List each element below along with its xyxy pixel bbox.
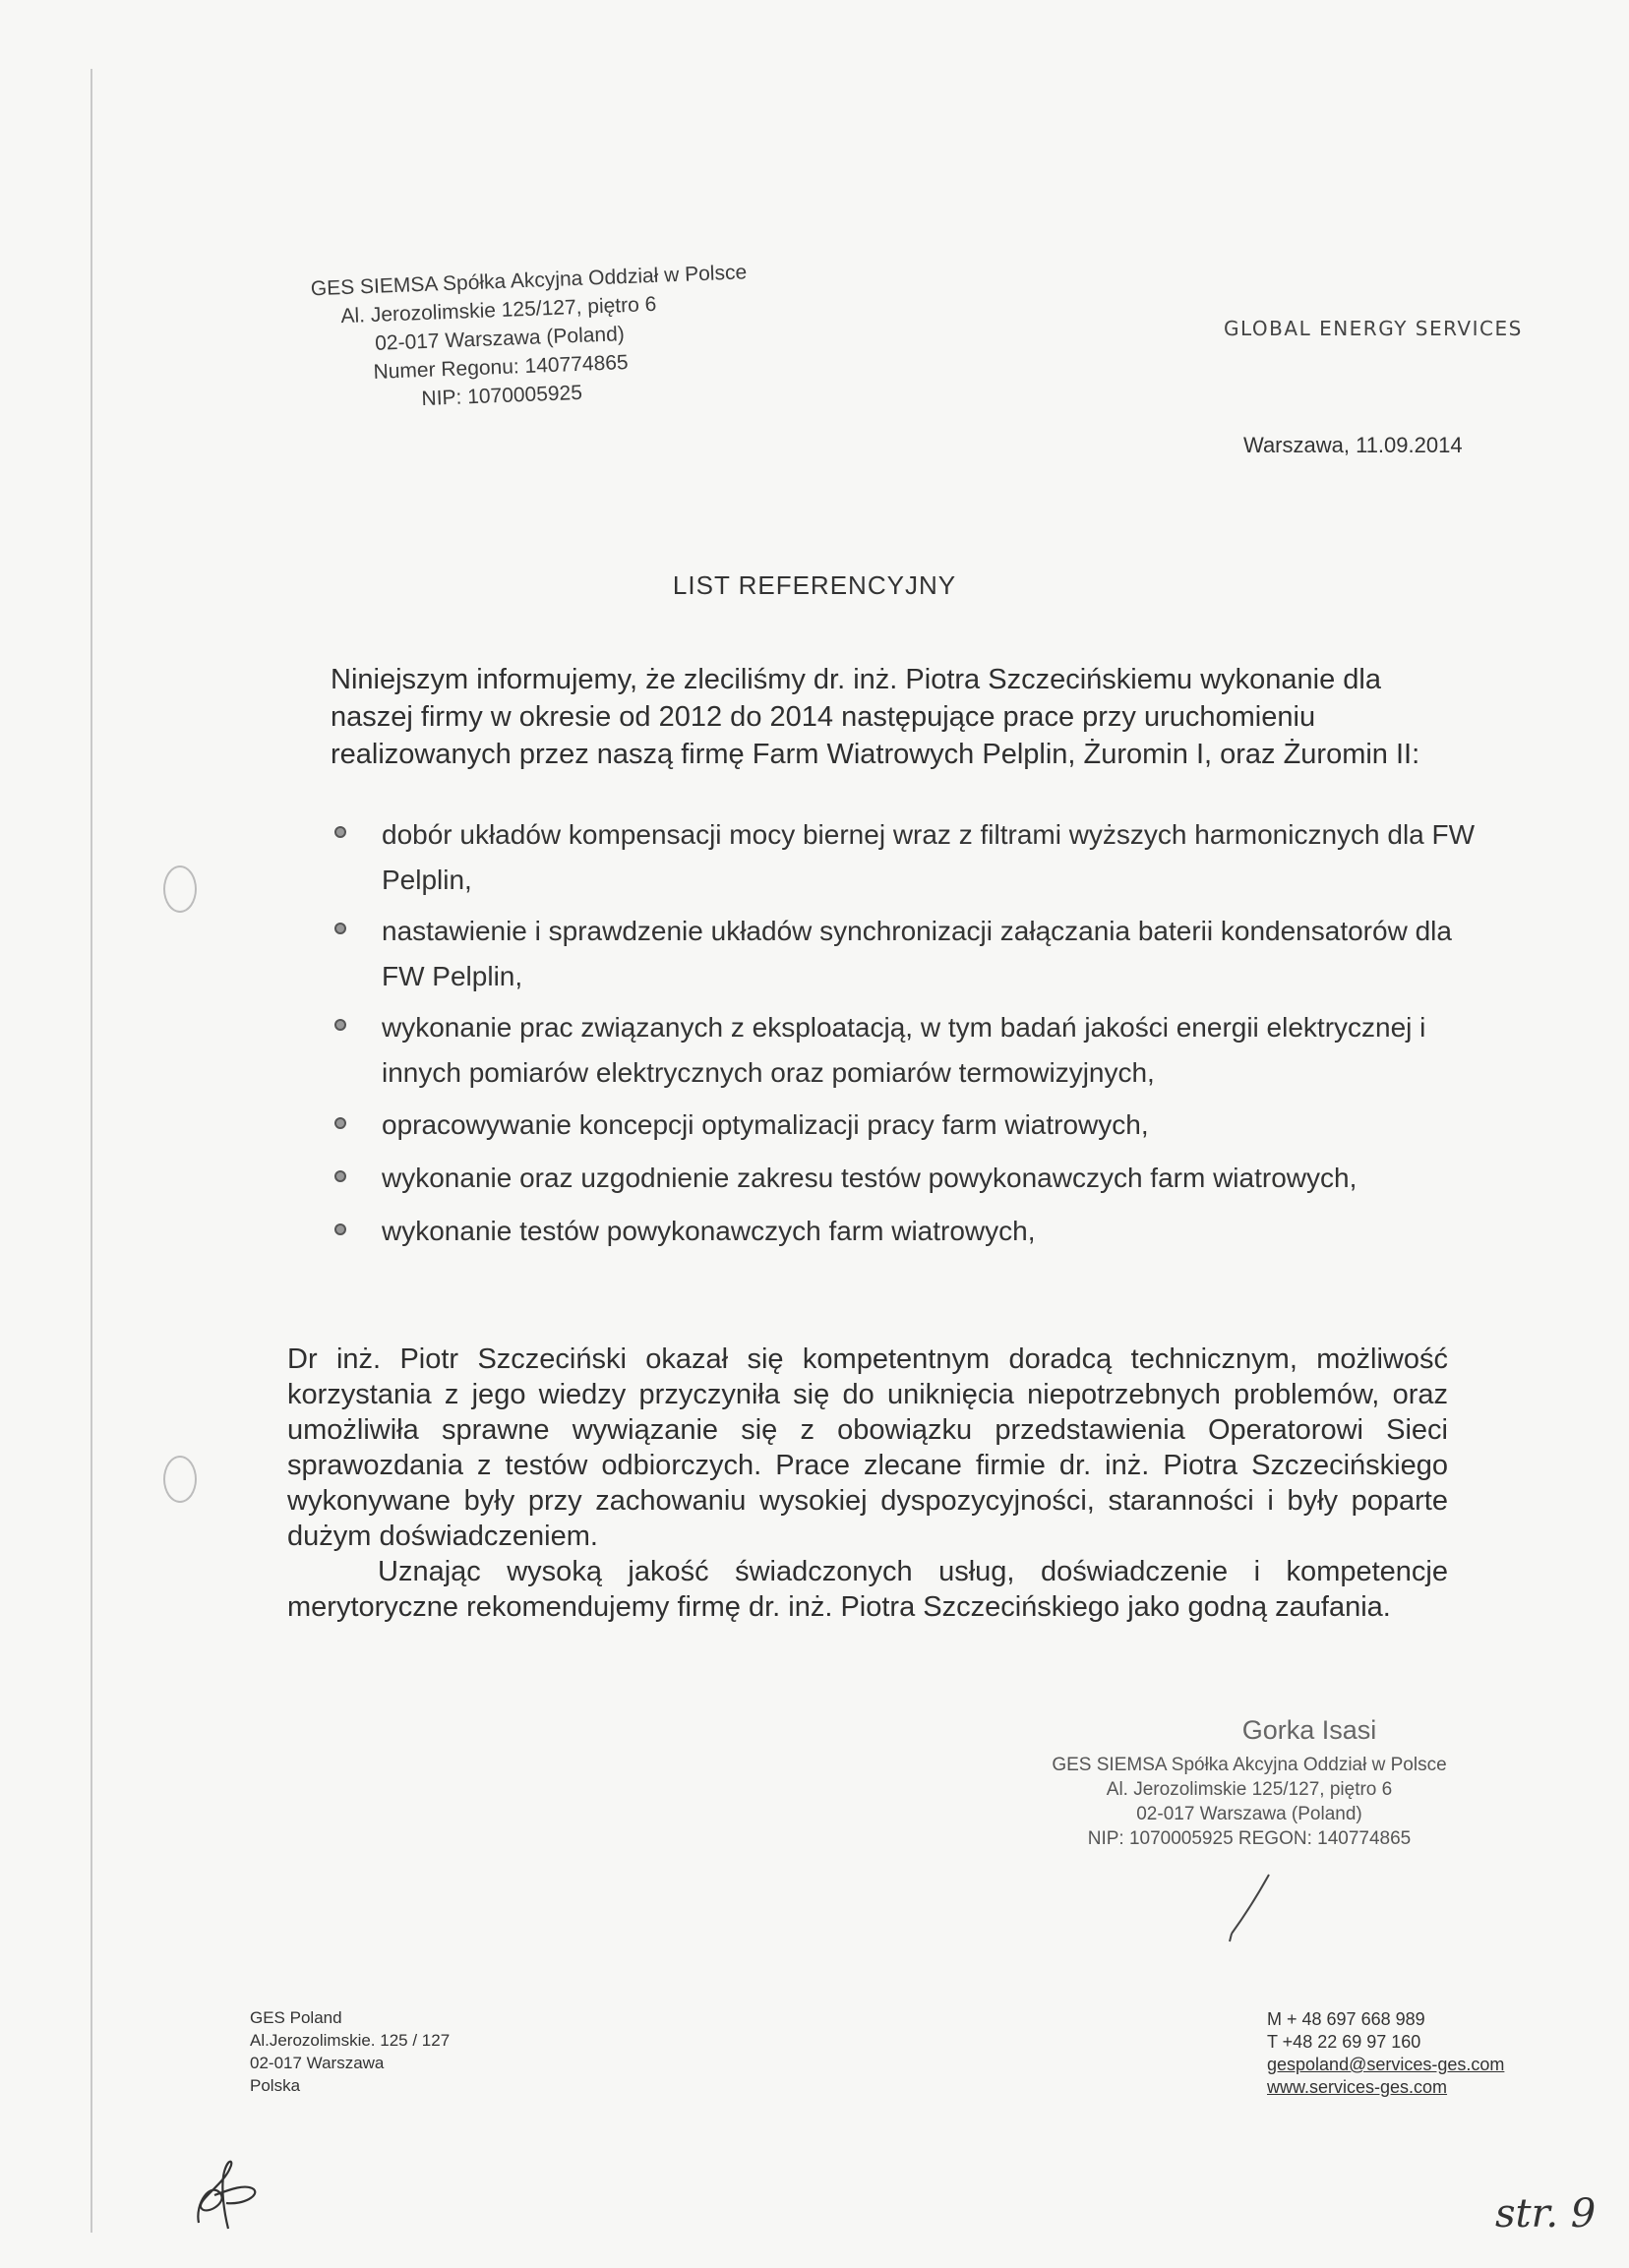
- company-stamp-line: GES SIEMSA Spółka Akcyjna Oddział w Polsce: [1052, 1755, 1447, 1775]
- footer-contact: [1267, 2008, 1504, 2099]
- sender-stamp-line: Al. Jerozolimskie 125/127, piętro 6: [340, 292, 657, 328]
- footer-street: Al.Jerozolimskie. 125 / 127: [250, 2031, 451, 2050]
- list-item-text: nastawienie i sprawdzenie układów synchronizacji załączania baterii kondensatorów dla FW Pelplin,: [382, 916, 1452, 991]
- footer-city: 02-017 Warszawa: [250, 2054, 385, 2072]
- company-stamp-line: 02-017 Warszawa (Poland): [1136, 1804, 1362, 1824]
- list-item: [334, 1210, 1476, 1253]
- footer-country: Polska: [250, 2076, 301, 2095]
- company-stamp-line: Al. Jerozolimskie 125/127, piętro 6: [1106, 1779, 1393, 1800]
- list-item: [334, 1104, 1476, 1147]
- sender-stamp-line: 02-017 Warszawa (Poland): [374, 323, 626, 355]
- list-item-text: dobór układów kompensacji mocy biernej wraz z filtrami wyższych harmonicznych dla FW Pelplin,: [382, 819, 1476, 895]
- list-item-text: wykonanie oraz uzgodnienie zakresu testów powykonawczych farm wiatrowych,: [382, 1163, 1358, 1193]
- intro-paragraph: [331, 661, 1442, 773]
- handwritten-initials: [185, 2154, 264, 2237]
- body-paragraph: Uznając wysoką jakość świadczonych usług, doświadczenie i kompetencje merytoryczne rekomendujemy firmę dr. inż. Piotra Szczecińskiego jako godną zaufania.: [287, 1556, 1448, 1623]
- brand-name: GLOBAL ENERGY SERVICES: [1224, 317, 1523, 340]
- company-stamp-line: NIP: 1070005925 REGON: 140774865: [1087, 1828, 1412, 1849]
- sender-stamp: [310, 261, 748, 417]
- list-item: [334, 1005, 1476, 1096]
- list-item-text: wykonanie prac związanych z eksploatacją, w tym badań jakości energii elektrycznej i innych pomiarów elektrycznych oraz pomiarów termowizyjnych,: [382, 1012, 1426, 1088]
- punch-hole-mark: [163, 865, 197, 913]
- bullet-icon: [334, 1224, 346, 1235]
- bullet-icon: [334, 1170, 346, 1182]
- list-item: [334, 1157, 1476, 1200]
- body-paragraph: Dr inż. Piotr Szczeciński okazał się kompetentnym doradcą technicznym, możliwość korzystania z jego wiedzy przyczyniła się do uniknięcia niepotrzebnych problemów, oraz umożliwiła sprawne wywiązanie się z obowiązku przedstawienia Operatorowi Sieci sprawozdania z testów odbiorczych. Prace zlecane firmie dr. inż. Piotra Szczecińskiego wykonywane były przy zachowaniu wysokiej dyspozycyjności, staranności i były poparte dużym doświadczeniem.: [287, 1343, 1448, 1552]
- footer-email-link[interactable]: gespoland@services-ges.com: [1267, 2055, 1505, 2074]
- footer-address: [250, 2006, 450, 2097]
- punch-hole-mark: [163, 1456, 197, 1503]
- sender-stamp-line: NIP: 1070005925: [421, 381, 583, 411]
- list-item-text: wykonanie testów powykonawczych farm wiatrowych,: [382, 1216, 1036, 1246]
- letter-date: Warszawa, 11.09.2014: [1243, 433, 1463, 457]
- list-item: [334, 812, 1476, 903]
- bullet-icon: [334, 923, 346, 934]
- company-stamp: [1043, 1753, 1456, 1851]
- sender-stamp-line: GES SIEMSA Spółka Akcyjna Oddział w Polsce: [310, 261, 748, 301]
- signature-mark: [1220, 1869, 1279, 1947]
- intro-line: realizowanych przez naszą firmę Farm Wiatrowych Pelplin, Żuromin I, oraz Żuromin II:: [331, 739, 1420, 770]
- footer-web-link[interactable]: www.services-ges.com: [1267, 2077, 1448, 2097]
- works-list: [334, 812, 1476, 1253]
- scan-edge-line: [90, 69, 92, 2233]
- footer-phone: T +48 22 69 97 160: [1267, 2032, 1421, 2052]
- list-item-text: opracowywanie koncepcji optymalizacji pracy farm wiatrowych,: [382, 1109, 1149, 1140]
- sender-stamp-line: Numer Regonu: 140774865: [373, 351, 630, 384]
- body-text: [287, 1342, 1448, 1625]
- intro-line: naszej firmy w okresie od 2012 do 2014 następujące prace przy uruchomieniu: [331, 701, 1316, 733]
- list-item: [334, 909, 1476, 999]
- footer-mobile: M + 48 697 668 989: [1267, 2009, 1425, 2029]
- signer-name: Gorka Isasi: [1241, 1715, 1377, 1745]
- footer-company: GES Poland: [250, 2008, 342, 2027]
- bullet-icon: [334, 1019, 346, 1031]
- bullet-icon: [334, 1117, 346, 1129]
- letter-title: LIST REFERENCYJNY: [672, 570, 957, 600]
- page-number-mark: str. 9: [1495, 2191, 1597, 2237]
- intro-line: Niniejszym informujemy, że zleciliśmy dr. inż. Piotra Szczecińskiemu wykonanie dla: [331, 664, 1381, 695]
- bullet-icon: [334, 826, 346, 838]
